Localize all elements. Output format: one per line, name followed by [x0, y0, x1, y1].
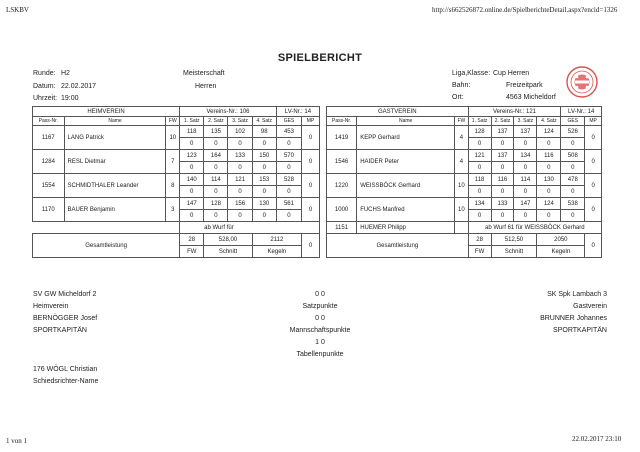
- guest-captain: BRUNNER Johannes: [540, 315, 607, 322]
- wettbewerb: Meisterschaft: [183, 70, 225, 77]
- col-satz4: 4. Satz: [537, 117, 561, 126]
- set-point: 0: [514, 138, 537, 150]
- col-satz4: 4. Satz: [252, 117, 276, 126]
- set-point: 0: [491, 162, 514, 174]
- col-fw: FW: [166, 117, 180, 126]
- home-ab-wurf: ab Wurf für: [180, 222, 320, 234]
- home-schnitt-label: Schnitt: [204, 246, 252, 258]
- set-point: 0: [561, 162, 585, 174]
- player-fw: 4: [455, 150, 469, 174]
- set-point: 0: [180, 138, 204, 150]
- player-fw: 7: [166, 150, 180, 174]
- pass-nr: 1284: [33, 150, 65, 174]
- score: 133: [491, 198, 514, 210]
- player-name: FUCHS Manfred: [357, 198, 455, 222]
- guest-total-schnitt: 512,50: [491, 234, 537, 246]
- table-row: [33, 198, 320, 210]
- home-role: Heimverein: [33, 303, 69, 310]
- table-row: [327, 126, 602, 138]
- set-point: 0: [514, 186, 537, 198]
- score: 137: [491, 150, 514, 162]
- score: 121: [468, 150, 491, 162]
- guest-team-name: SK Spk Lambach 3: [547, 291, 607, 298]
- score: 121: [228, 174, 252, 186]
- sub-player-name: HUEMER Philipp: [357, 222, 455, 234]
- runde-label: Runde:: [33, 70, 56, 77]
- guest-total-kegeln: 2050: [537, 234, 585, 246]
- score-total: 561: [276, 198, 301, 210]
- score: 135: [204, 126, 228, 138]
- set-point: 0: [228, 186, 252, 198]
- bahn-value: Freizeitpark: [506, 82, 543, 89]
- set-point: 0: [537, 138, 561, 150]
- print-timestamp: 22.02.2017 23:10: [572, 435, 622, 443]
- home-fw-label: FW: [180, 246, 204, 258]
- referee-name: 176 WÖGL Christian: [33, 366, 98, 373]
- score: 130: [537, 174, 561, 186]
- score-total: 570: [276, 150, 301, 162]
- player-name: HAIDER Peter: [357, 150, 455, 174]
- col-ges: GES: [276, 117, 301, 126]
- table-row: [327, 150, 602, 162]
- set-point: 0: [514, 162, 537, 174]
- col-mp: MP: [302, 117, 320, 126]
- player-mp: 0: [302, 126, 320, 150]
- pass-nr: 1220: [327, 174, 357, 198]
- score: 102: [228, 126, 252, 138]
- browser-url[interactable]: http://s662526872.online.de/SpielberichteDetail.aspx?encid=1326: [432, 6, 618, 14]
- score: 133: [228, 150, 252, 162]
- player-name: SCHMIDTHALER Leander: [64, 174, 166, 198]
- guest-schnitt-label: Schnitt: [491, 246, 537, 258]
- player-name: KEPP Gerhard: [357, 126, 455, 150]
- score: 98: [252, 126, 276, 138]
- set-point: 0: [180, 210, 204, 222]
- set-point: 0: [204, 162, 228, 174]
- set-point: 0: [276, 162, 301, 174]
- score: 153: [252, 174, 276, 186]
- col-satz2: 2. Satz: [491, 117, 514, 126]
- ort-label: Ort:: [452, 94, 464, 101]
- page-title: SPIELBERICHT: [277, 52, 363, 64]
- guest-gesamtleistung-label: Gesamtleistung: [327, 234, 469, 258]
- set-point: 0: [228, 138, 252, 150]
- guest-role: Gastverein: [573, 303, 607, 310]
- guest-vereins-nr: Vereins-Nr.: 121: [468, 107, 561, 117]
- federation-logo-icon: [566, 66, 598, 98]
- table-row: [327, 198, 602, 210]
- set-point: 0: [228, 162, 252, 174]
- player-mp: 0: [302, 150, 320, 174]
- score: 114: [514, 174, 537, 186]
- guest-header: GASTVEREIN: [327, 107, 469, 117]
- guest-table: [326, 106, 602, 258]
- referee-label: Schiedsrichter-Name: [33, 378, 99, 385]
- home-gesamtleistung-label: Gesamtleistung: [33, 234, 180, 258]
- col-satz2: 2. Satz: [204, 117, 228, 126]
- score-total: 508: [561, 150, 585, 162]
- table-row: [327, 174, 602, 186]
- table-row: [33, 126, 320, 138]
- uhrzeit-value: 19:00: [61, 95, 79, 102]
- score-total: 528: [276, 174, 301, 186]
- player-fw: 4: [455, 126, 469, 150]
- home-captain: BERNÖGGER Josef: [33, 315, 98, 322]
- score: 134: [468, 198, 491, 210]
- set-point: 0: [276, 210, 301, 222]
- player-mp: 0: [585, 198, 602, 222]
- datum-label: Datum:: [33, 83, 56, 90]
- player-mp: 0: [302, 198, 320, 222]
- set-point: 0: [252, 210, 276, 222]
- col-satz1: 1. Satz: [468, 117, 491, 126]
- score-total: 538: [561, 198, 585, 210]
- score: 134: [514, 150, 537, 162]
- pass-nr: 1419: [327, 126, 357, 150]
- pass-nr: 1170: [33, 198, 65, 222]
- col-mp: MP: [585, 117, 602, 126]
- set-point: 0: [491, 210, 514, 222]
- table-row: [33, 150, 320, 162]
- score: 118: [468, 174, 491, 186]
- set-point: 0: [561, 186, 585, 198]
- home-kegeln-label: Kegeln: [252, 246, 301, 258]
- sub-pass-nr: 1151: [327, 222, 357, 234]
- set-point: 0: [276, 138, 301, 150]
- home-table: [32, 106, 320, 258]
- score: 137: [514, 126, 537, 138]
- pass-nr: 1167: [33, 126, 65, 150]
- guest-lv-nr: LV-Nr.: 14: [561, 107, 602, 117]
- liga-value: Cup Herren: [493, 70, 530, 77]
- set-point: 0: [537, 186, 561, 198]
- guest-kegeln-label: Kegeln: [537, 246, 585, 258]
- set-point: 0: [561, 138, 585, 150]
- set-point: 0: [180, 162, 204, 174]
- guest-ab-wurf: ab Wurf 61 für WEISSBÖCK Gerhard: [468, 222, 601, 234]
- col-fw: FW: [455, 117, 469, 126]
- set-point: 0: [204, 138, 228, 150]
- set-point: 0: [468, 138, 491, 150]
- tabellenpunkte-value: 1 0: [315, 339, 325, 346]
- score: 118: [180, 126, 204, 138]
- set-point: 0: [228, 210, 252, 222]
- mannschaftspunkte-value: 0 0: [315, 315, 325, 322]
- set-point: 0: [468, 210, 491, 222]
- score: 116: [537, 150, 561, 162]
- set-point: 0: [204, 186, 228, 198]
- col-satz3: 3. Satz: [228, 117, 252, 126]
- runde-value: H2: [61, 70, 70, 77]
- score: 137: [491, 126, 514, 138]
- col-name: Name: [357, 117, 455, 126]
- guest-total-fw: 28: [468, 234, 491, 246]
- set-point: 0: [252, 186, 276, 198]
- home-team-name: SV GW Micheldorf 2: [33, 291, 97, 298]
- col-satz3: 3. Satz: [514, 117, 537, 126]
- player-mp: 0: [302, 174, 320, 198]
- score: 140: [180, 174, 204, 186]
- player-mp: 0: [585, 150, 602, 174]
- home-vereins-nr: Vereins-Nr.: 106: [180, 107, 277, 117]
- player-name: WEISSBÖCK Gerhard: [357, 174, 455, 198]
- set-point: 0: [537, 162, 561, 174]
- score: 147: [514, 198, 537, 210]
- player-name: BAUER Benjamin: [64, 198, 166, 222]
- liga-label: Liga,Klasse:: [452, 70, 491, 77]
- player-name: LANG Patrick: [64, 126, 166, 150]
- home-total-fw: 28: [180, 234, 204, 246]
- player-name: RESL Dietmar: [64, 150, 166, 174]
- home-captain-label: SPORTKAPITÄN: [33, 327, 87, 334]
- score-total: 526: [561, 126, 585, 138]
- page-count: 1 von 1: [6, 437, 27, 445]
- mannschaftspunkte-label: Mannschaftspunkte: [289, 327, 351, 334]
- score: 124: [537, 198, 561, 210]
- player-fw: 10: [455, 174, 469, 198]
- col-pass: Pass-Nr.: [327, 117, 357, 126]
- col-ges: GES: [561, 117, 585, 126]
- set-point: 0: [468, 186, 491, 198]
- set-point: 0: [252, 162, 276, 174]
- score: 130: [252, 198, 276, 210]
- pass-nr: 1000: [327, 198, 357, 222]
- set-point: 0: [468, 162, 491, 174]
- score: 123: [180, 150, 204, 162]
- guest-captain-label: SPORTKAPITÄN: [553, 327, 607, 334]
- score: 147: [180, 198, 204, 210]
- guest-fw-label: FW: [468, 246, 491, 258]
- satzpunkte-value: 0 0: [315, 291, 325, 298]
- home-total-mp: 0: [302, 234, 320, 258]
- home-total-schnitt: 528,00: [204, 234, 252, 246]
- uhrzeit-label: Uhrzeit:: [33, 95, 58, 102]
- score: 124: [537, 126, 561, 138]
- player-fw: 8: [166, 174, 180, 198]
- table-row: [33, 174, 320, 186]
- set-point: 0: [561, 210, 585, 222]
- set-point: 0: [491, 186, 514, 198]
- set-point: 0: [491, 138, 514, 150]
- score: 114: [204, 174, 228, 186]
- score: 156: [228, 198, 252, 210]
- home-lv-nr: LV-Nr.: 14: [276, 107, 319, 117]
- player-fw: 10: [166, 126, 180, 150]
- set-point: 0: [252, 138, 276, 150]
- score: 164: [204, 150, 228, 162]
- tabellenpunkte-label: Tabellenpunkte: [296, 351, 344, 358]
- col-pass: Pass-Nr.: [33, 117, 65, 126]
- set-point: 0: [204, 210, 228, 222]
- score: 128: [204, 198, 228, 210]
- player-fw: 3: [166, 198, 180, 222]
- score: 116: [491, 174, 514, 186]
- pass-nr: 1546: [327, 150, 357, 174]
- score: 128: [468, 126, 491, 138]
- set-point: 0: [180, 186, 204, 198]
- home-total-kegeln: 2112: [252, 234, 301, 246]
- player-fw: 10: [455, 198, 469, 222]
- pass-nr: 1554: [33, 174, 65, 198]
- datum-value: 22.02.2017: [61, 83, 97, 90]
- bahn-label: Bahn:: [452, 82, 471, 89]
- set-point: 0: [537, 210, 561, 222]
- col-satz1: 1. Satz: [180, 117, 204, 126]
- browser-header-left: LSKBV: [6, 6, 29, 14]
- score: 150: [252, 150, 276, 162]
- score-total: 478: [561, 174, 585, 186]
- score-total: 453: [276, 126, 301, 138]
- home-header: HEIMVEREIN: [33, 107, 180, 117]
- player-mp: 0: [585, 126, 602, 150]
- ort-value: 4563 Micheldorf: [506, 94, 556, 101]
- col-name: Name: [64, 117, 166, 126]
- player-mp: 0: [585, 174, 602, 198]
- satzpunkte-label: Satzpunkte: [302, 303, 338, 310]
- guest-total-mp: 0: [585, 234, 602, 258]
- klasse: Herren: [195, 83, 217, 90]
- set-point: 0: [276, 186, 301, 198]
- set-point: 0: [514, 210, 537, 222]
